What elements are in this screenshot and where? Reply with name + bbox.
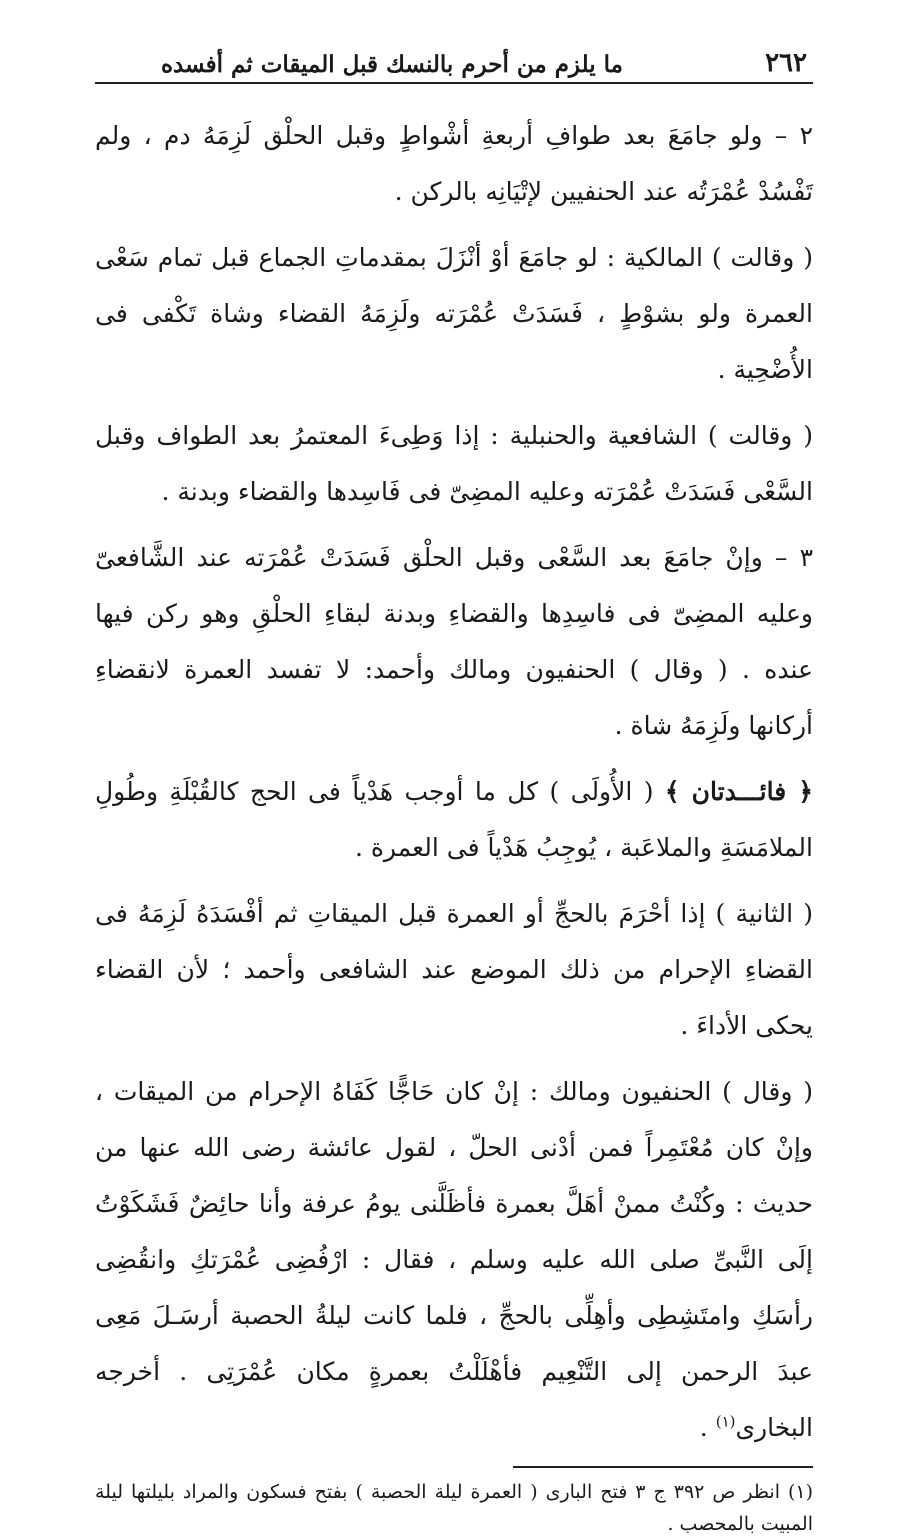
footnote-text: (١) انظر ص ٣٩٢ ج ٣ فتح البارى ( العمرة ليلة الحصبة ) بفتح فسكون والمراد بليلتها ليلة المبيت بالمحصب . — [95, 1481, 814, 1535]
paragraph-text: ( وقالت ) المالكية : لو جامَعَ أوْ أنْزَلَ بمقدماتِ الجماع قبل تمام سَعْى العمرة ولو بشوْطٍ ، فَسَدَتْ عُمْرَته ولَزِمَهُ القضاء وشاة تَكْفى فى الأُضْحِية . — [95, 243, 813, 384]
paragraph — [95, 530, 813, 754]
page-header — [95, 38, 813, 84]
paragraph-text: ( وقال ) الحنفيون ومالك : إنْ كان حَاجًّا كَفَاهُ الإحرام من الميقات ، وإنْ كان مُعْتَمِراً فمن أدْنى الحلّ ، لقول عائشة رضى الله عنها من حديث : وكُنْتُ ممنْ أهَلَّ بعمرة فأظَلَّنى يومُ عرفة وأنا حائِضٌ فَشَكَوْتُ إلَى النَّبىِّ صلى الله عليه وسلم ، فقال : ارْفُضِى عُمْرَتكِ وانقُضِى رأسَكِ وامتَشِطِى وأهِلِّى بالحجِّ ، فلما كانت ليلةُ الحصبة أرسَـلَ مَعِى عبدَ الرحمن إلى التَّنْعِيم فأهْلَلْتُ بعمرةٍ مكان عُمْرَتِى . أخرجه البخارى — [95, 1077, 813, 1442]
footnote-divider — [513, 1466, 813, 1468]
paragraph-text: ( الأُولَى ) كل ما أوجب هَدْياً فى الحج كالقُبْلَةِ وطُولِ الملامَسَةِ والملاعَبة ، يُوجِبُ هَدْياً فى العمرة . — [95, 777, 813, 862]
section-heading: ﴿ فائـــدتان ﴾ — [664, 777, 813, 806]
paragraph — [95, 230, 813, 398]
page-number: ٢٦٢ — [765, 48, 807, 78]
paragraph — [95, 408, 813, 520]
running-title: ما يلزم من أحرم بالنسك قبل الميقات ثم أفسده — [161, 51, 623, 78]
book-page — [95, 38, 813, 1540]
paragraph — [95, 108, 813, 220]
body-text — [95, 108, 813, 1456]
paragraph — [95, 886, 813, 1054]
footnote-reference: (١) — [715, 1412, 736, 1431]
paragraph — [95, 1064, 813, 1456]
paragraph-text: ٢ – ولو جامَعَ بعد طوافِ أربعةِ أشْواطٍ وقبل الحلْق لَزِمَهُ دم ، ولم تَفْسُدْ عُمْرَتُه عند الحنفيين لإتْيَانِه بالركن . — [95, 121, 813, 206]
footnote — [95, 1476, 813, 1540]
paragraph-text: ( وقالت ) الشافعية والحنبلية : إذا وَطِىءَ المعتمرُ بعد الطواف وقبل السَّعْى فَسَدَتْ عُمْرَته وعليه المضِىّ فى فَاسِدها والقضاء وبدنة . — [95, 421, 813, 506]
paragraph-text: ٣ – وإنْ جامَعَ بعد السَّعْى وقبل الحلْق فَسَدَتْ عُمْرَته عند الشَّافعىّ وعليه المضِىّ فى فاسِدِها والقضاءِ وبدنة لبقاءِ الحلْقِ وهو ركن فيها عنده . ( وقال ) الحنفيون ومالك وأحمد: لا تفسد العمرة لانقضاءِ أركانها ولَزِمَهُ شاة . — [95, 543, 813, 740]
paragraph-text: ( الثانية ) إذا أحْرَمَ بالحجِّ أو العمرة قبل الميقاتِ ثم أفْسَدَهُ لَزِمَهُ فى القضاءِ الإحرام من ذلك الموضع عند الشافعى وأحمد ؛ لأن القضاء يحكى الأداءَ . — [95, 899, 813, 1040]
paragraph-tail: . — [699, 1413, 716, 1442]
paragraph — [95, 764, 813, 876]
